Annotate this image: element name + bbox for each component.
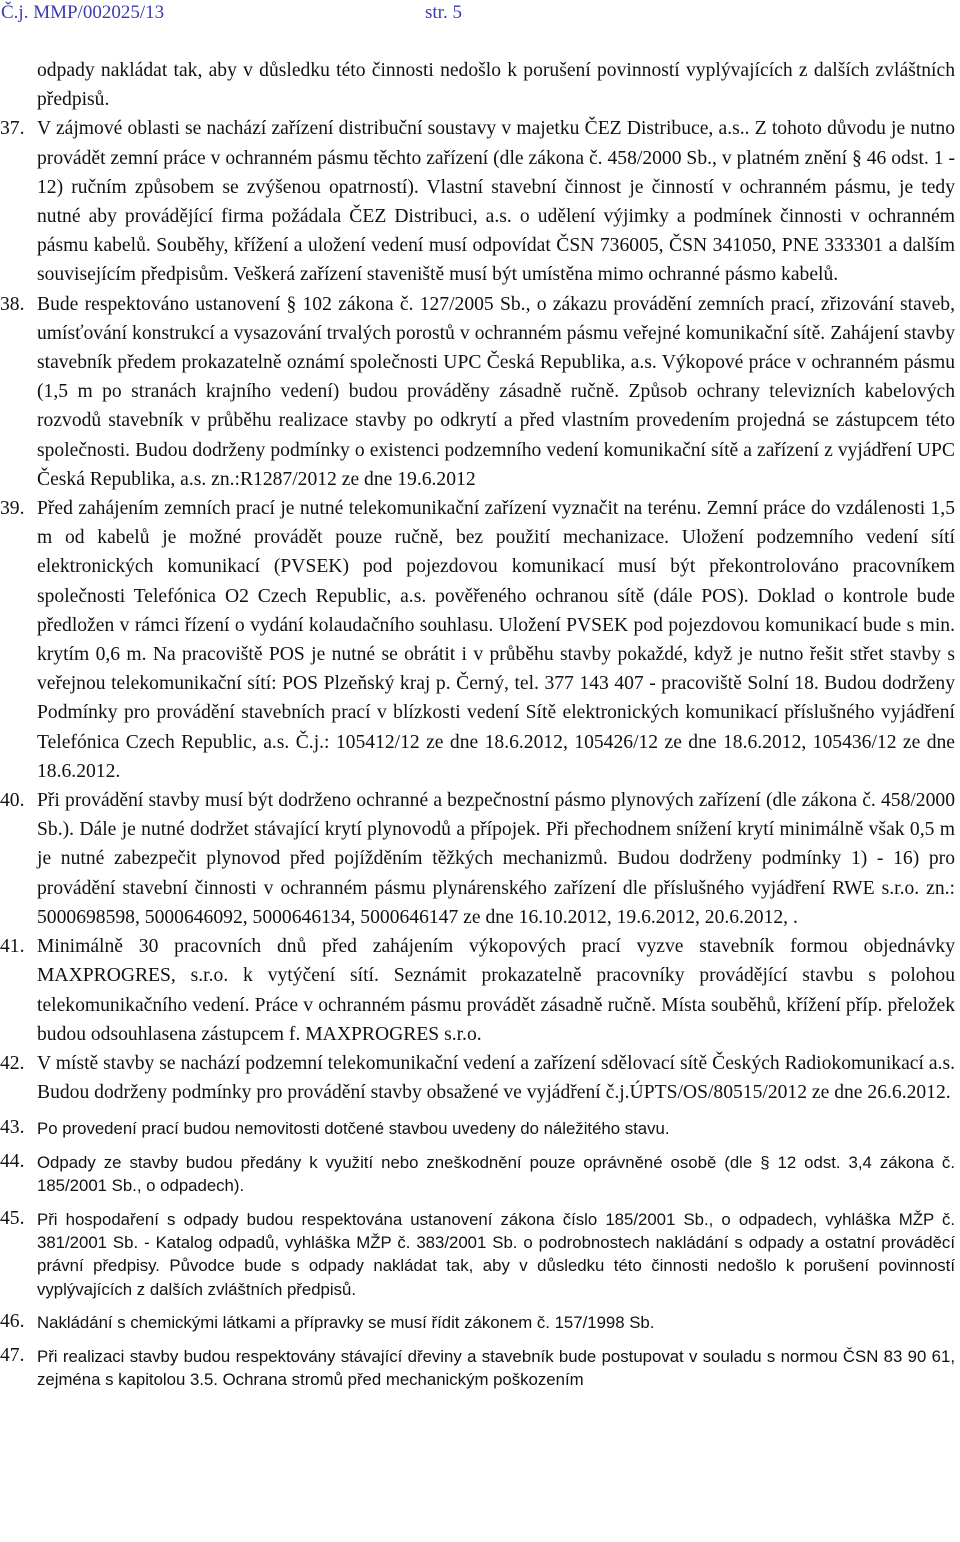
item-text: V místě stavby se nachází podzemní telekomunikační vedení a zařízení sdělovací sítě Českých Radiokomunikací a.s. Budou dodrženy podmínky pro provádění stavby obsažené ve vyjádření č.j.ÚPTS/OS/80515/2012 ze dne 26.6.2012. xyxy=(37,1052,955,1104)
list-item-42 xyxy=(0,1049,955,1107)
item-number: 41. xyxy=(0,936,25,958)
item-number: 46. xyxy=(0,1311,25,1333)
item-text: Před zahájením zemních prací je nutné telekomunikační zařízení vyznačit na terénu. Zemní práce do vzdálenosti 1,5 m od kabelů je možné provádět pouze ručně, bez použití mechanizace. Uložení podzemního vedení sítí elektronických komunikací (PVSEK) pod pojezdovou komunikací musí být překontrolováno pracovníkem společnosti Telefónica O2 Czech Republic, a.s. pověřeného ochranou sítě (dále POS). Doklad o kontrole bude předložen v rámci řízení o vydání kolaudačního souhlasu. Uložení PVSEK pod pojezdovou komunikací bude s min. krytím 0,6 m. Na pracoviště POS je nutné se obrátit i v průběhu stavby pokaždé, když je nutno řešit střet stavby s veřejnou telekomunikační sítí: POS Plzeňský kraj p. Černý, tel. 377 143 407 - pracoviště Solní 18. Budou dodrženy Podmínky pro provádění stavebních prací v blízkosti vedení Sítě elektronických komunikací příslušného vyjádření Telefónica Czech Republic, a.s. Č.j.: 105412/12 ze dne 18.6.2012, 105426/12 ze dne 18.6.2012, 105436/12 ze dne 18.6.2012. xyxy=(37,498,955,782)
item-text: Minimálně 30 pracovních dnů před zahájením výkopových prací vyzve stavebník formou objednávky MAXPROGRES, s.r.o. k vytýčení sítí. Seznámit prokazatelně pracovníky provádějící stavbu s polohou telekomunikačního vedení. Práce v ochranném pásmu provádět zásadně ručně. Místa souběhů, křížení příp. přeložek budou odsouhlasena zástupcem f. MAXPROGRES s.r.o. xyxy=(37,936,955,1045)
list-item-40 xyxy=(0,786,955,932)
item-number: 38. xyxy=(0,293,25,315)
item-text: Při realizaci stavby budou respektovány stávající dřeviny a stavebník bude postupovat v souladu s normou ČSN 83 90 61, zejména s kapitolou 3.5. Ochrana stromů před mechanickým poškozením xyxy=(37,1346,955,1389)
page-header xyxy=(0,2,960,28)
item-number: 43. xyxy=(0,1117,25,1139)
list-item-47 xyxy=(0,1344,955,1392)
item-number: 39. xyxy=(0,498,25,520)
list-item-46 xyxy=(0,1311,955,1334)
item-number: 47. xyxy=(0,1344,25,1366)
item-number: 40. xyxy=(0,790,25,812)
item-text: Po provedení prací budou nemovitosti dotčené stavbou uvedeny do náležitého stavu. xyxy=(37,1119,670,1139)
list-item-41 xyxy=(0,932,955,1049)
list-item-39 xyxy=(0,494,955,786)
list-item-43 xyxy=(0,1117,955,1140)
item-text: Odpady ze stavby budou předány k využití nebo zneškodnění pouze oprávněné osobě (dle § 12 odst. 3,4 zákona č. 185/2001 Sb., o odpadech). xyxy=(37,1152,955,1196)
page-number: str. 5 xyxy=(425,2,462,23)
item-number: 37. xyxy=(0,118,25,140)
item-number: 44. xyxy=(0,1150,25,1172)
item-text: Bude respektováno ustanovení § 102 zákona č. 127/2005 Sb., o zákazu provádění zemních prací, zřizování staveb, umísťování konstrukcí a vysazování trvalých porostů v ochranném pásmu veřejné komunikační sítě. Zahájení stavby stavebník předem prokazatelně oznámí společnosti UPC Česká Republika, a.s. Výkopové práce v ochranném pásmu (1,5 m po stranách krajního vedení) budou prováděny zásadně ručně. Způsob ochrany televizních kabelových rozvodů stavebník v průběhu realizace stavby po odkrytí a před vlastním provedením projedná se zástupcem této společnosti. Budou dodrženy podmínky o existenci podzemního vedení komunikační sítě a zařízení z vyjádření UPC Česká Republika, a.s. zn.:R1287/2012 ze dne 19.6.2012 xyxy=(37,293,955,490)
item-text: Při hospodaření s odpady budou respektována ustanovení zákona číslo 185/2001 Sb., o odpadech, vyhláška MŽP č. 381/2001 Sb. - Katalog odpadů, vyhláška MŽP č. 383/2001 Sb. o podrobnostech nakládání s odpady a ostatní prováděcí právní předpisy. Původce bude s odpady nakládat tak, aby v důsledku této činnosti nedošlo k porušení povinností vyplývajících z dalších zvláštních předpisů. xyxy=(37,1209,955,1299)
list-item-37 xyxy=(0,114,955,289)
item-number: 42. xyxy=(0,1052,25,1074)
continuation-paragraph: odpady nakládat tak, aby v důsledku této činnosti nedošlo k porušení povinností vyplývajících z dalších zvláštních předpisů. xyxy=(37,60,955,111)
list-item-44 xyxy=(0,1150,955,1198)
list-item-45 xyxy=(0,1207,955,1302)
list-item-38 xyxy=(0,290,955,494)
document-body xyxy=(0,56,955,1391)
item-number: 45. xyxy=(0,1207,25,1229)
item-text: Nakládání s chemickými látkami a přípravky se musí řídit zákonem č. 157/1998 Sb. xyxy=(37,1313,655,1333)
case-reference: Č.j. MMP/002025/13 xyxy=(1,2,165,23)
item-text: Při provádění stavby musí být dodrženo ochranné a bezpečnostní pásmo plynových zařízení (dle zákona č. 458/2000 Sb.). Dále je nutné dodržet stávající krytí plynovodů a přípojek. Při přechodnem snížení krytí minimálně však 0,5 m je nutné zabezpečit plynovod před pojížděním těžkých mechanizmů. Budou dodrženy podmínky 1) - 16) pro provádění stavební činnosti v ochranném pásmu plynárenského zařízení dle příslušného vyjádření RWE s.r.o. zn.: 5000698598, 5000646092, 5000646134, 5000646147 ze dne 16.10.2012, 19.6.2012, 20.6.2012, . xyxy=(37,790,955,928)
item-text: V zájmové oblasti se nachází zařízení distribuční soustavy v majetku ČEZ Distribuce, a.s.. Z tohoto důvodu je nutno provádět zemní práce v ochranném pásmu těchto zařízení (dle zákona č. 458/2000 Sb., v platném znění § 46 odst. 1 - 12) ručním způsobem se zvýšenou opatrností). Vlastní stavební činnost je činností v ochranném pásmu, je tedy nutné aby provádějící firma požádala ČEZ Distribuci, a.s. o udělení výjimky a podmínek činnosti v ochranném pásmu kabelů. Souběhy, křížení a uložení vedení musí odpovídat ČSN 736005, ČSN 341050, PNE 333301 a dalším souvisejícím předpisům. Veškerá zařízení staveniště musí být umístěna mimo ochranné pásmo kabelů. xyxy=(37,118,955,286)
